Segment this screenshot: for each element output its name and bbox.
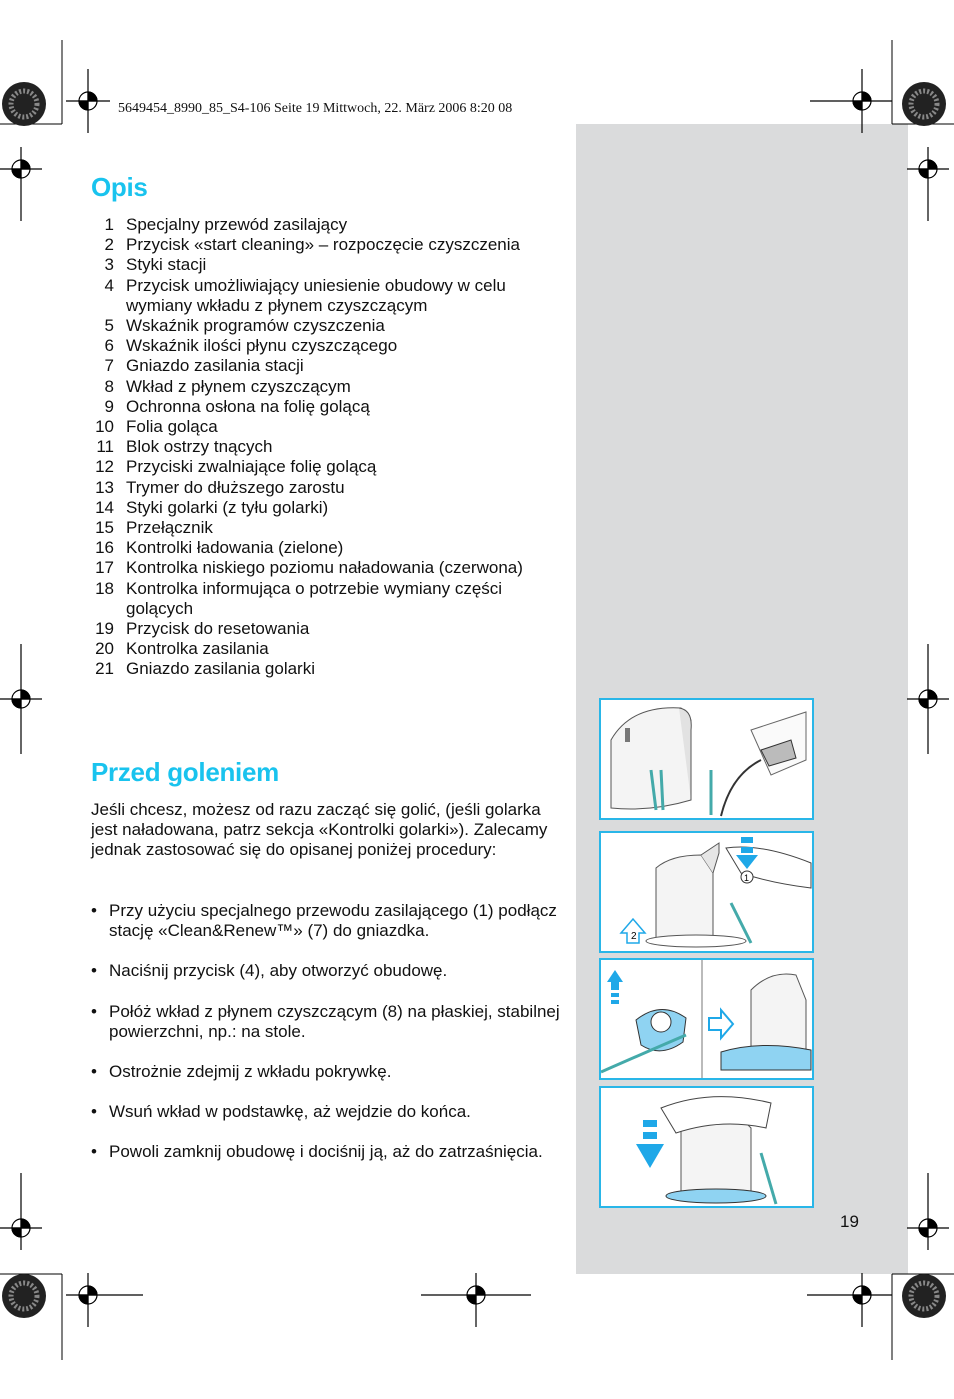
parts-list-item [90, 417, 560, 437]
item-number: 19 [95, 619, 114, 639]
item-text: Gniazdo zasilania golarki [126, 659, 315, 679]
item-number: 7 [104, 356, 114, 376]
item-number: 14 [95, 497, 114, 517]
item-text: Wskaźnik ilości płynu czyszczącego [126, 336, 398, 356]
parts-list-item [90, 377, 560, 397]
bullet-icon: • [91, 1142, 97, 1162]
print-header: 5649454_8990_85_S4-106 Seite 19 Mittwoch, 22. März 2006 8:20 08 [118, 101, 513, 116]
step-text: Naciśnij przycisk (4), aby otworzyć obudowę. [109, 961, 448, 981]
step-text: Powoli zamknij obudowę i dociśnij ją, aż do zatrzaśnięcia. [109, 1142, 543, 1162]
step-item [91, 1142, 561, 1162]
figure-label-1: 1 [744, 873, 750, 883]
item-text: Specjalny przewód zasilający [126, 215, 348, 234]
figure-plug-in [599, 698, 814, 820]
item-number: 5 [104, 316, 114, 336]
step-text: Ostrożnie zdejmij z wkładu pokrywkę. [109, 1062, 392, 1082]
bullet-icon: • [91, 1062, 97, 1082]
step-text: Przy użyciu specjalnego przewodu zasilającego (1) podłącz stację «Clean&Renew™» (7) do gniazdka. [109, 901, 557, 941]
item-number: 4 [104, 275, 114, 295]
parts-list-item [90, 538, 560, 558]
section-title-before-shaving: Przed goleniem [91, 757, 279, 787]
item-number: 20 [95, 639, 114, 659]
item-number: 21 [95, 659, 114, 679]
item-number: 13 [95, 477, 114, 497]
item-number: 15 [95, 518, 114, 538]
item-text: Wkład z płynem czyszczącym [126, 376, 351, 396]
parts-list-item [90, 437, 560, 457]
item-number: 1 [104, 215, 114, 234]
parts-list-item [90, 316, 560, 336]
item-text: Blok ostrzy tnących [126, 437, 273, 457]
item-text: Trymer do dłuższego zarostu [126, 477, 345, 497]
parts-list-item [90, 235, 560, 255]
item-number: 17 [95, 558, 114, 578]
intro-paragraph: Jeśli chcesz, możesz od razu zacząć się golić, (jeśli golarka jest naładowana, patrz sekcja «Kontrolki golarki»). Zalecamy jednak zastosować się do opisanej poniżej procedury: [91, 800, 548, 860]
item-number: 12 [95, 457, 114, 477]
item-number: 18 [95, 578, 114, 598]
parts-list [90, 215, 560, 680]
parts-list-item [90, 215, 560, 235]
parts-list-item [90, 518, 560, 538]
item-number: 10 [95, 417, 114, 437]
section-title-description: Opis [91, 172, 148, 202]
parts-list-item [90, 579, 560, 619]
bullet-icon: • [91, 961, 97, 981]
item-text: Wskaźnik programów czyszczenia [126, 316, 385, 336]
figure-label-2: 2 [631, 931, 637, 942]
parts-list-item [90, 659, 560, 679]
item-text: Folia goląca [126, 417, 218, 437]
item-text: Kontrolka niskiego poziomu naładowania (czerwona) [126, 558, 523, 578]
figure-close-housing [599, 1086, 814, 1208]
item-text: Przycisk umożliwiający uniesienie obudowy w celu wymiany wkładu z płynem czyszczącym [126, 275, 506, 315]
figure-open-housing [599, 831, 814, 953]
parts-list-item [90, 619, 560, 639]
parts-list-item [90, 558, 560, 578]
parts-list-item [90, 397, 560, 417]
item-number: 2 [104, 235, 114, 255]
item-text: Przełącznik [126, 518, 213, 538]
parts-list-item [90, 276, 560, 316]
item-text: Przycisk «start cleaning» – rozpoczęcie czyszczenia [126, 235, 520, 255]
item-number: 3 [104, 255, 114, 275]
step-item [91, 901, 561, 941]
item-number: 6 [104, 336, 114, 356]
parts-list-item [90, 639, 560, 659]
item-text: Ochronna osłona na folię golącą [126, 396, 370, 416]
item-number: 11 [96, 437, 114, 457]
item-text: Styki stacji [126, 255, 207, 275]
item-number: 9 [104, 396, 114, 416]
item-text: Kontrolka zasilania [126, 639, 269, 659]
parts-list-item [90, 356, 560, 376]
step-item [91, 1102, 561, 1122]
item-text: Kontrolka informująca o potrzebie wymiany części golących [126, 578, 503, 618]
bullet-icon: • [91, 1001, 97, 1021]
step-text: Wsuń wkład w podstawkę, aż wejdzie do końca. [109, 1102, 471, 1122]
figure-insert-cartridge [599, 958, 814, 1080]
parts-list-item [90, 457, 560, 477]
step-item [91, 1002, 561, 1042]
step-item [91, 961, 561, 981]
item-number: 8 [104, 376, 114, 396]
parts-list-item [90, 498, 560, 518]
parts-list-item [90, 478, 560, 498]
step-text: Połóż wkład z płynem czyszczącym (8) na płaskiej, stabilnej powierzchni, np.: na stole. [109, 1001, 560, 1041]
parts-list-item [90, 336, 560, 356]
item-text: Przycisk do resetowania [126, 619, 310, 639]
steps-list [91, 901, 561, 1183]
step-item [91, 1062, 561, 1082]
item-text: Przyciski zwalniające folię golącą [126, 457, 377, 477]
item-text: Kontrolki ładowania (zielone) [126, 538, 344, 558]
bullet-icon: • [91, 1102, 97, 1122]
item-text: Gniazdo zasilania stacji [126, 356, 304, 376]
bullet-icon: • [91, 901, 97, 920]
item-text: Styki golarki (z tyłu golarki) [126, 497, 329, 517]
item-number: 16 [95, 538, 114, 558]
parts-list-item [90, 255, 560, 275]
page-number: 19 [840, 1212, 859, 1231]
